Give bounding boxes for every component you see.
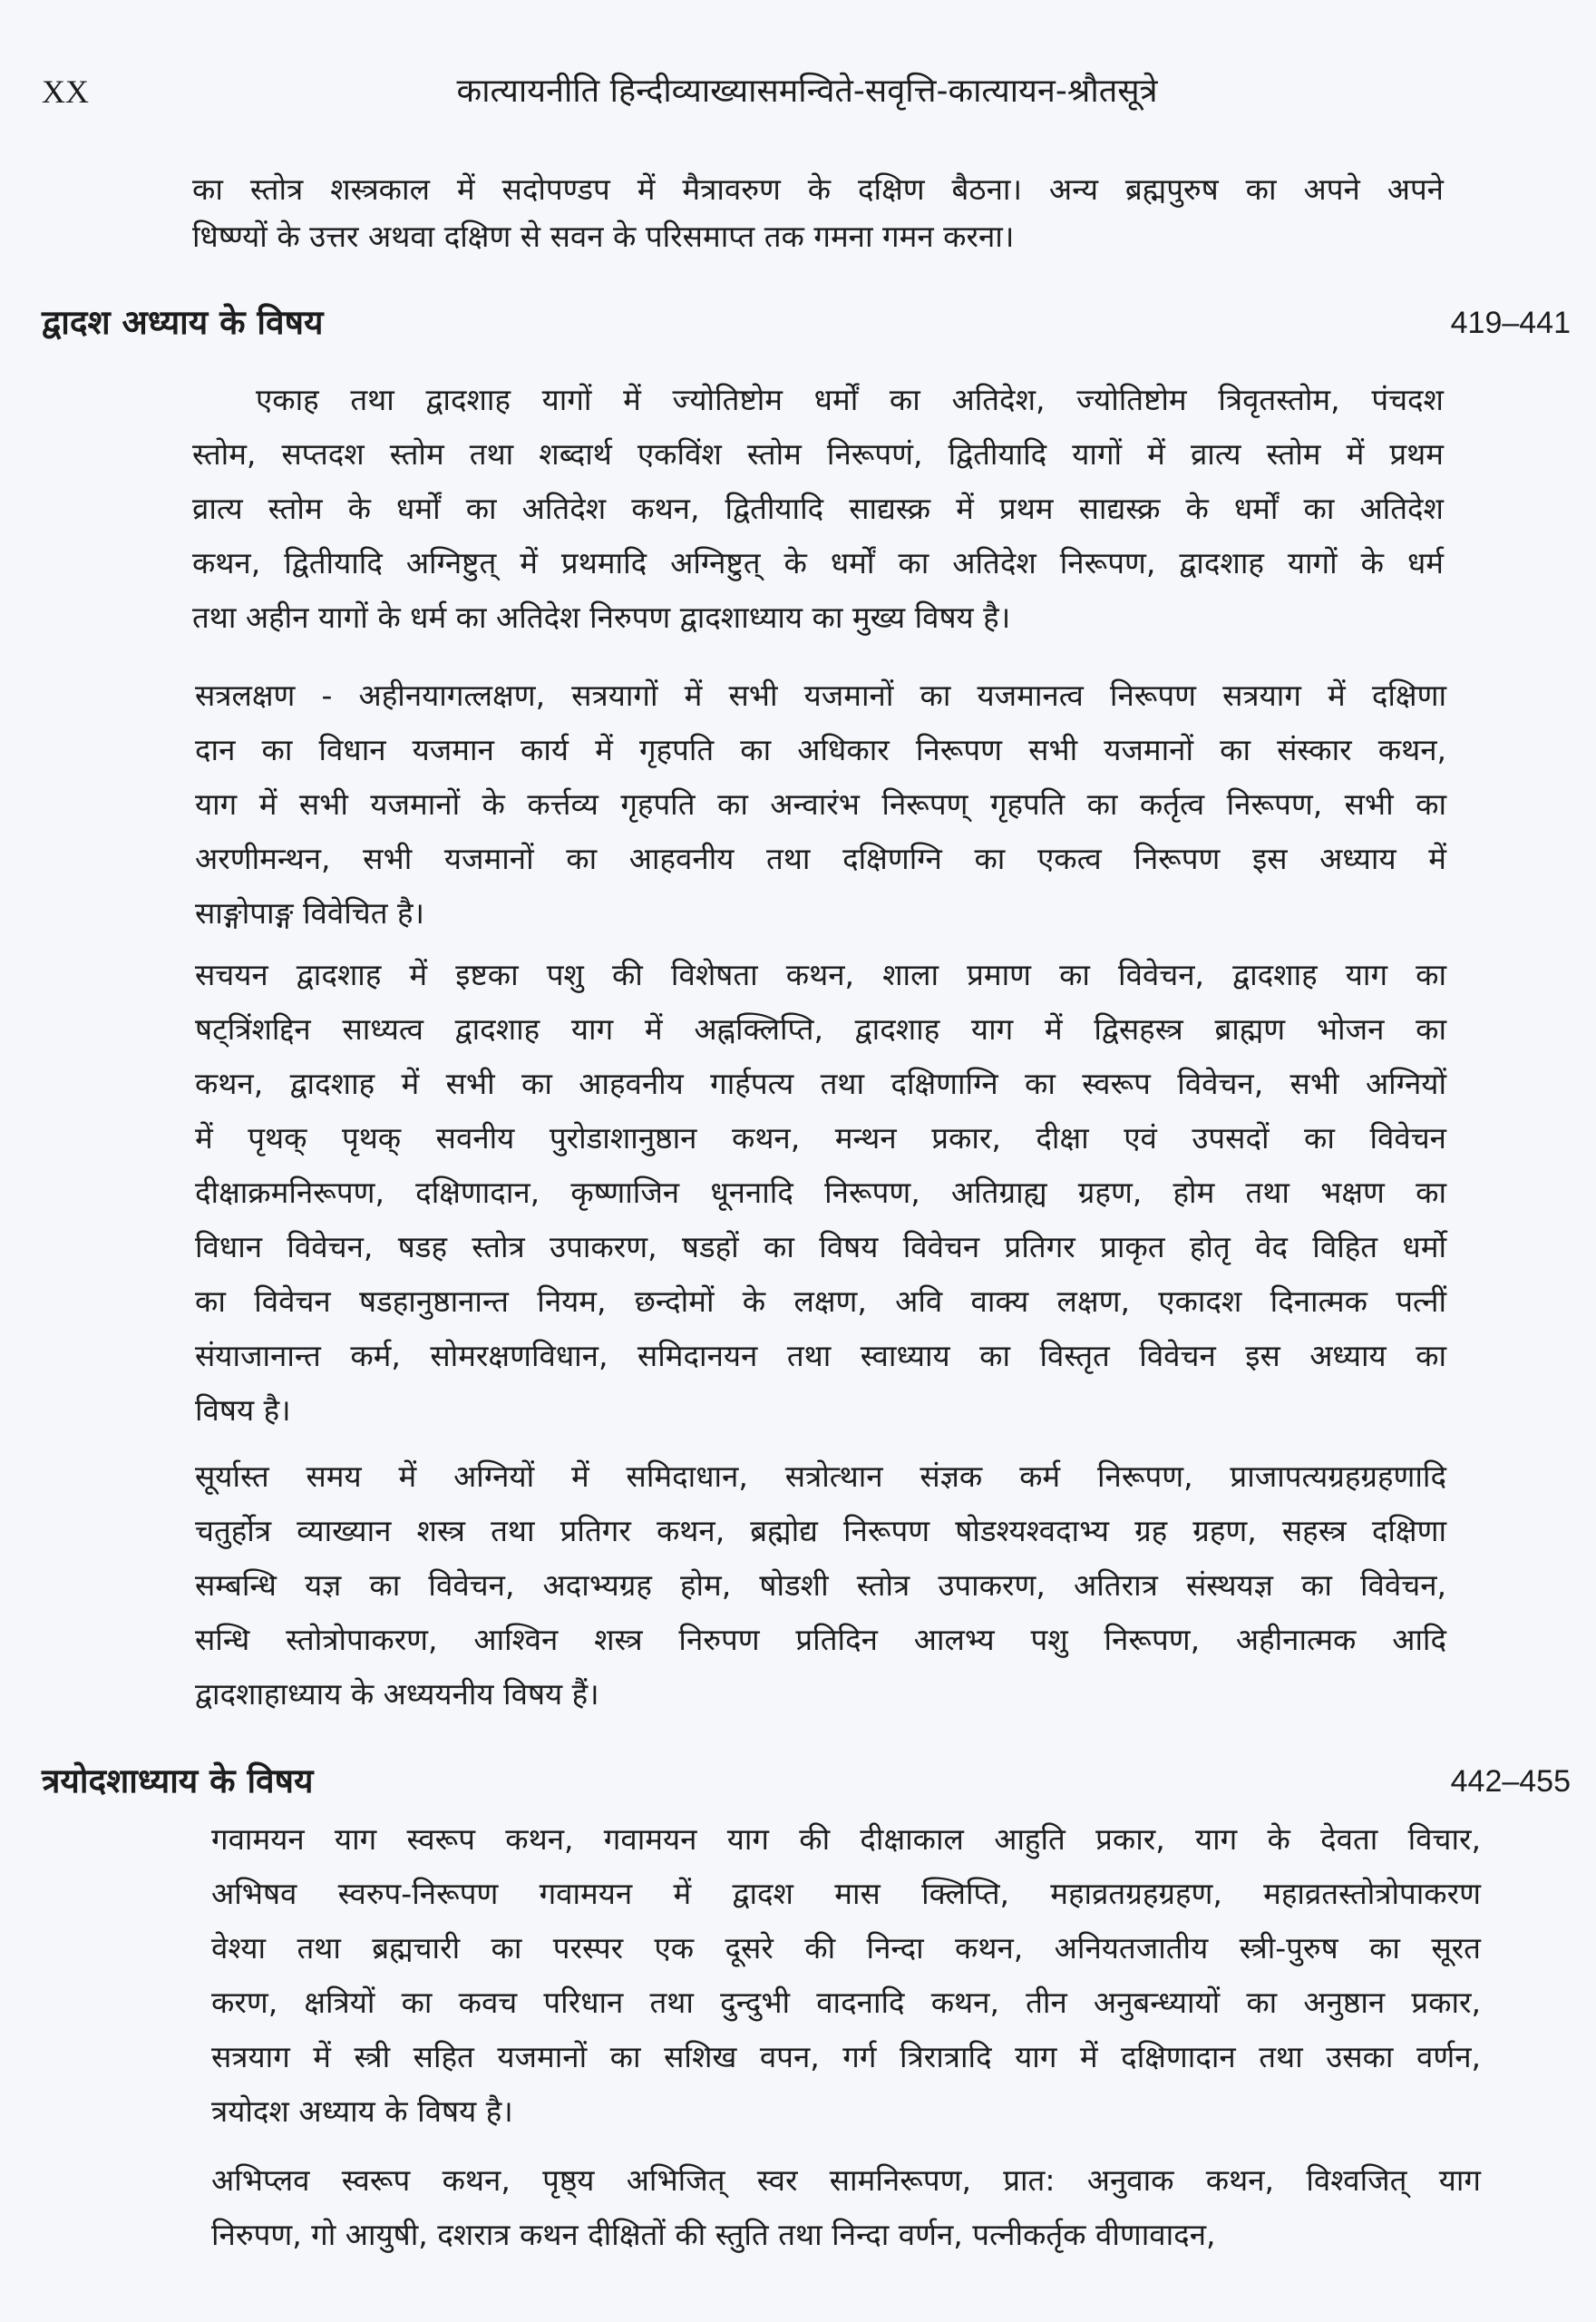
section-12-paragraph-4 (195, 1449, 1446, 1722)
text-line: करण, क्षत्रियों का कवच परिधान तथा दुन्दुभी वादनादि कथन, तीन अनुबन्ध्यायों का अनुष्ठान प्रकार, (211, 1985, 1481, 2020)
text-line: चतुर्होत्र व्याख्यान शस्त्र तथा प्रतिगर कथन, ब्रह्मोद्य निरूपण षोडश्यश्वदाभ्य ग्रह ग्रहण, सहस्त्र दक्षिणा (195, 1513, 1446, 1548)
text-line: वेश्या तथा ब्रह्मचारी का परस्पर एक दूसरे की निन्दा कथन, अनियतजातीय स्त्री-पुरुष का सूरत (211, 1930, 1481, 1966)
text-line: स्तोम, सप्तदश स्तोम तथा शब्दार्थ एकविंश स्तोम निरूपणं, द्वितीयादि यागों में व्रात्य स्तोम में प्रथम (192, 436, 1444, 472)
text-line: याग में सभी यजमानों के कर्त्तव्य गृहपति का अन्वारंभ निरूपण् गृहपति का कर्तृत्व निरूपण, सभी का (195, 786, 1446, 822)
section-12-heading: द्वादश अध्याय के विषय (42, 303, 324, 342)
text-line: व्रात्य स्तोम के धर्मों का अतिदेश कथन, द्वितीयादि साद्यस्क्र में प्रथम साद्यस्क्र के धर्मों का अतिदेश (192, 491, 1444, 526)
text-line: अभिप्लव स्वरूप कथन, पृष्ठ्य अभिजित् स्वर सामनिरूपण, प्रात: अनुवाक कथन, विश्वजित् याग (211, 2162, 1481, 2198)
text-line: का विवेचन षडहानुष्ठानान्त नियम, छन्दोमों के लक्षण, अवि वाक्य लक्षण, एकादश दिनात्मक पत्नीं (195, 1283, 1446, 1319)
text-line: विषय है। (195, 1392, 291, 1428)
running-title: कात्यायनीति हिन्दीव्याख्यासमन्विते-सवृत्ति-कात्यायन-श्रौतसूत्रे (456, 73, 1158, 110)
text-line: सत्रलक्षण - अहीनयागत्लक्षण, सत्रयागों में सभी यजमानों का यजमानत्व निरूपण सत्रयाग में दक्षिणा (195, 678, 1446, 713)
text-line: संयाजानान्त कर्म, सोमरक्षणविधान, समिदानयन तथा स्वाध्याय का विस्तृत विवेचन इस अध्याय का (195, 1338, 1446, 1373)
text-line: कथन, द्वितीयादि अग्निष्टुत् में प्रथमादि अग्निष्टुत् के धर्मों का अतिदेश निरूपण, द्वादशाह यागों के धर्म (192, 545, 1444, 580)
text-line: दीक्षाक्रमनिरूपण, दक्षिणादान, कृष्णाजिन धूननादि निरूपण, अतिग्राह्य ग्रहण, होम तथा भक्षण का (195, 1175, 1446, 1210)
text-line: अभिषव स्वरुप-निरूपण गवामयन में द्वादश मास क्लिप्ति, महाव्रतग्रहग्रहण, महाव्रतस्तोत्रोपाकरण (211, 1876, 1481, 1911)
text-line: एकाह तथा द्वादशाह यागों में ज्योतिष्टोम धर्मों का अतिदेश, ज्योतिष्टोम त्रिवृतस्तोम, पंचदश (256, 382, 1444, 417)
section-12-page-range: 419–441 (1450, 306, 1571, 340)
section-12-paragraph-1 (192, 373, 1444, 645)
text-line: तथा अहीन यागों के धर्म का अतिदेश निरुपण द्वादशाध्याय का मुख्य विषय है। (192, 600, 1011, 635)
text-line: सन्धि स्तोत्रोपाकरण, आश्विन शस्त्र निरुपण प्रतिदिन आलभ्य पशु निरूपण, अहीनात्मक आदि (195, 1622, 1446, 1657)
text-line: निरुपण, गो आयुषी, दशरात्र कथन दीक्षितों की स्तुति तथा निन्दा वर्णन, पत्नीकर्तृक वीणावादन, (211, 2217, 1216, 2252)
section-13-paragraph-1 (211, 1812, 1481, 2139)
intro-paragraph (192, 166, 1444, 260)
section-13-paragraph-2 (211, 2153, 1481, 2262)
text-line: अरणीमन्थन, सभी यजमानों का आहवनीय तथा दक्षिणग्नि का एकत्व निरूपण इस अध्याय में (195, 841, 1446, 876)
text-line: विधान विवेचन, षडह स्तोत्र उपाकरण, षडहों का विषय विवेचन प्रतिगर प्राकृत होतृ वेद विहित धर्मो (195, 1229, 1446, 1264)
text-line: सत्रयाग में स्त्री सहित यजमानों का सशिख वपन, गर्ग त्रिरात्रादि याग में दक्षिणादान तथा उसका वर्णन, (211, 2039, 1482, 2074)
section-13-heading: त्रयोदशाध्याय के विषय (42, 1761, 314, 1800)
text-line: साङ्गोपाङ्ग विवेचित है। (195, 895, 425, 931)
text-line: सचयन द्वादशाह में इष्टका पशु की विशेषता कथन, शाला प्रमाण का विवेचन, द्वादशाह याग का (195, 957, 1446, 992)
page-folio: XX (42, 73, 89, 110)
text-line: षट्त्रिंशद्दिन साध्यत्व द्वादशाह याग में अह्नक्लिप्ति, द्वादशाह याग में द्विसहस्त्र ब्राह्मण भोजन का (195, 1011, 1446, 1047)
section-12-paragraph-2 (195, 668, 1446, 941)
text-line: सूर्यास्त समय में अग्नियों में समिदाधान, सत्रोत्थान संज्ञक कर्म निरूपण, प्राजापत्यग्रहग्रहणादि (195, 1459, 1446, 1494)
text-line: सम्बन्धि यज्ञ का विवेचन, अदाभ्यग्रह होम, षोडशी स्तोत्र उपाकरण, अतिरात्र संस्थयज्ञ का विवेचन, (195, 1567, 1446, 1603)
section-13-page-range: 442–455 (1450, 1764, 1571, 1799)
text-line: दान का विधान यजमान कार्य में गृहपति का अधिकार निरूपण सभी यजमानों का संस्कार कथन, (195, 732, 1446, 767)
text-line: त्रयोदश अध्याय के विषय है। (211, 2093, 513, 2129)
section-12-paragraph-3 (195, 948, 1446, 1438)
text-line: का स्तोत्र शस्त्रकाल में सदोपण्डप में मैत्रावरुण के दक्षिण बैठना। अन्य ब्रह्मपुरुष का अपने अपने (192, 171, 1444, 207)
text-line: द्वादशाहाध्याय के अध्ययनीय विषय हैं। (195, 1676, 599, 1712)
text-line: गवामयन याग स्वरूप कथन, गवामयन याग की दीक्षाकाल आहुति प्रकार, याग के देवता विचार, (211, 1821, 1481, 1857)
text-line: कथन, द्वादशाह में सभी का आहवनीय गार्हपत्य तथा दक्षिणाग्नि का स्वरूप विवेचन, सभी अग्नियों (195, 1066, 1446, 1101)
text-line: धिष्ण्यों के उत्तर अथवा दक्षिण से सवन के परिसमाप्त तक गमना गमन करना। (192, 219, 1015, 254)
text-line: में पृथक् पृथक् सवनीय पुरोडाशानुष्ठान कथन, मन्थन प्रकार, दीक्षा एवं उपसदों का विवेचन (195, 1120, 1446, 1156)
